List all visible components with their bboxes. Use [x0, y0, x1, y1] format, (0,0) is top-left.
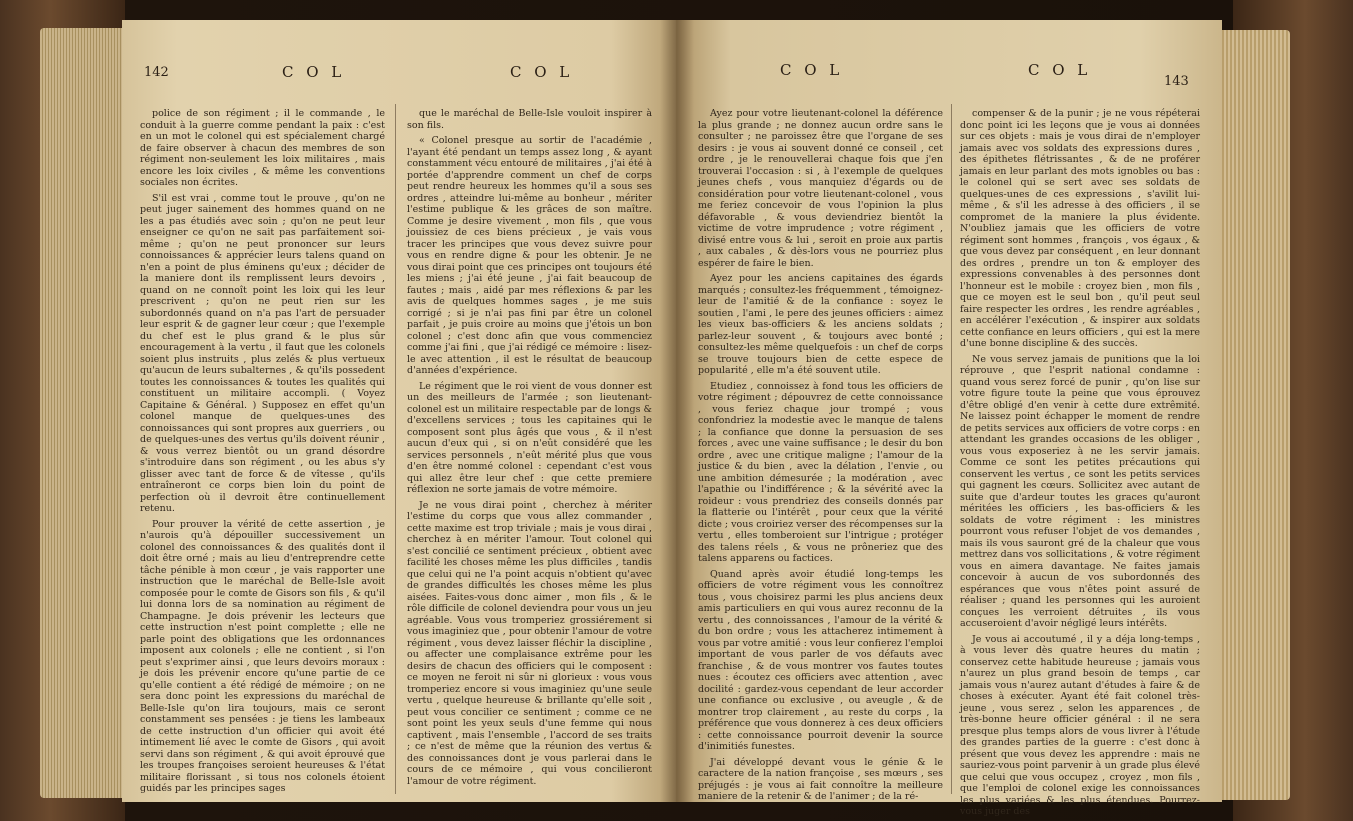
- paragraph: police de son régiment ; il le commande , le conduit à la guerre comme pendant la paix : c'est en un mot le colonel qui est spécialement chargé de faire observer à chacun des membres de son régiment non-seulement les loix militaires , mais encore les loix civiles , & même les conventions sociales non écrites.: [140, 108, 385, 188]
- paragraph: Ayez pour votre lieutenant-colonel la déférence la plus grande ; ne donnez aucun ordre sans le consulter ; ne paroissez être que l'organe de ses desirs : je vous ai souvent donné ce conseil , cet ordre , je le renouvellerai chaque fois que j'en trouverai l'occasion : si , à l'exemple de quelques jeunes chefs , vous manquiez d'égards ou de considération pour votre lieutenant-colonel , vous me feriez concevoir de vous l'opinion la plus défavorable , & vous deviendriez bientôt la victime de votre imprudence ; votre régiment , divisé entre vous & lui , seroit en proie aux partis , aux cabales , & dès-lors vous ne pourriez plus espérer de faire le bien.: [698, 108, 943, 269]
- paragraph: S'il est vrai , comme tout le prouve , qu'on ne peut juger sainement des hommes quand on ne les a pas étudiés avec soin ; qu'on ne peut leur enseigner ce qu'on ne sait pas parfaitement soi-même ; qu'on ne peut prononcer sur leurs connoissances & apprécier leurs talens quand on n'en a point de plus éminens qu'eux ; décider de la maniere dont ils remplissent leurs devoirs , quand on ne connoît point les loix qui les leur prescrivent ; qu'on ne peut rien sur les subordonnés quand on n'a pas l'art de persuader leur esprit & de gagner leur cœur ; que l'exemple du chef est le plus grand & le plus sûr encouragement à la vertu , il faut que les colonels soient plus instruits , plus zelés & plus vertueux qu'aucun de leurs subalternes , & qu'ils possedent toutes les connoissances & toutes les qualités qui constituent un militaire accompli. ( Voyez Capitaine & Général. ) Supposez en effet qu'un colonel manque de quelques-unes des connoissances qui sont propres aux guerriers , ou de quelques-unes des vertus qu'ils doivent réunir , & vous verrez bientôt ou un grand désordre s'introduire dans son régiment , ou les abus s'y glisser avec tant de force & de vîtesse , qu'ils entraîneront ce corps bien loin du point de perfection où il devroit être continuellement retenu.: [140, 192, 385, 514]
- page-edges-left: [40, 28, 130, 798]
- page-edges-right: [1210, 30, 1290, 800]
- paragraph: J'ai développé devant vous le génie & le caractere de la nation françoise , ses mœurs , ses préjugés : je vous ai fait connoître la meilleure maniere de la retenir & de l'animer ; de la ré-: [698, 756, 943, 802]
- running-head: C O L: [780, 61, 844, 79]
- text-column-2: [407, 108, 652, 798]
- right-page: [676, 20, 1222, 817]
- paragraph: Quand après avoir étudié long-temps les officiers de votre régiment vous les connoîtrez tous , vous choisirez parmi les plus anciens deux amis particuliers en qui vous aurez reconnu de la vertu , des connoissances , l'amour de la vérité & du bon ordre ; vous les attacherez intimement à vous par votre amitié : vous leur confierez l'emploi important de vous parler de vos défauts avec franchise , & de vous montrer vos fautes toutes nues : écoutez ces officiers avec attention , avec docilité : gardez-vous cependant de leur accorder une confiance ou exclusive , ou aveugle , & de montrer trop clairement , au reste du corps , la préférence que vous donnerez à ces deux officiers : cette connoissance pourroit devenir la source d'inimitiés funestes.: [698, 568, 943, 752]
- paragraph: « Colonel presque au sortir de l'académie , l'ayant été pendant un temps assez long , & ayant constamment vécu entouré de militaires , j'ai été à portée d'apprendre comment un chef de corps peut rendre heureux les hommes qu'il a sous ses ordres , atteindre lui-même au bonheur , mériter l'estime publique & les grâces de son maître. Comme je desire vivement , mon fils , que vous jouissiez de ces biens précieux , je vais vous tracer les principes que vous devez suivre pour vous en rendre digne & pour les obtenir. Je ne vous dirai point que ces principes ont toujours été les miens ; j'ai été jeune , j'ai fait beaucoup de fautes ; mais , aidé par mes réflexions & par les avis de quelques hommes sages , je me suis corrigé ; si je n'ai pas fini par être un colonel parfait , je puis croire au moins que j'étois un bon colonel ; c'est donc afin que vous commenciez comme j'ai fini , que j'ai rédigé ce mémoire : lisez-le avec attention , il est le résultat de beaucoup d'années d'expérience.: [407, 135, 652, 376]
- page-number: 143: [1164, 74, 1189, 89]
- paragraph: que le maréchal de Belle-Isle vouloit inspirer à son fils.: [407, 108, 652, 131]
- paragraph: compenser & de la punir ; je ne vous répéterai donc point ici les leçons que je vous ai données sur ces objets : mais je vous dirai de n'employer jamais avec vos soldats des expressions dures , des épithetes flétrissantes , & de ne proférer jamais en leur parlant des mots ignobles ou bas : le colonel qui se sert avec ses soldats de quelques-unes de ces expressions , s'avilit lui-même , & s'il les adresse à des officiers , il se compromet de la maniere la plus évidente. N'oubliez jamais que les officiers de votre régiment sont hommes , françois , vos égaux , & que vous devez par conséquent , en leur donnant des ordres , prendre un ton & employer des expressions convenables à des personnes dont l'honneur est le mobile : croyez bien , mon fils , que ce moyen est le seul bon , qu'il peut seul faire respecter les ordres , les rendre agréables , en accélérer l'exécution , & inspirer aux soldats cette confiance en leurs officiers , qui est la mere d'une bonne discipline & des succès.: [960, 108, 1200, 349]
- column-rule: [951, 104, 952, 794]
- running-head-right: C O L: [510, 63, 574, 81]
- paragraph: Je ne vous dirai point , cherchez à mériter l'estime du corps que vous allez commander , cette maxime est trop triviale ; mais je vous dirai , cherchez à en mériter l'amour. Tout colonel qui s'est concilié ce sentiment précieux , obtient avec facilité les choses même les plus difficiles , tandis que celui qui ne l'a point acquis n'obtient qu'avec de grandes difficultés les choses même les plus aisées. Faites-vous donc aimer , mon fils , & le rôle difficile de colonel deviendra pour vous un jeu agréable. Vous vous tromperiez grossiérement si vous imaginiez que , pour obtenir l'amour de votre régiment , vous devez laisser fléchir la discipline , ou affecter une complaisance extrême pour les desirs de chacun des officiers qui le composent : ce moyen ne feroit ni sûr ni glorieux : vous vous tromperiez encore si vous imaginiez qu'une seule vertu , quelque heureuse & brillante qu'elle soit , peut vous concilier ce sentiment ; comme ce ne sont point les yeux seuls d'une femme qui nous captivent , mais l'ensemble , l'accord de ses traits ; ce n'est de même que la réunion des vertus & des connoissances dont je vous parlerai dans le cours de ce mémoire , qui vous concilieront l'amour de votre régiment.: [407, 499, 652, 787]
- paragraph: Le régiment que le roi vient de vous donner est un des meilleurs de l'armée ; son lieutenant-colonel est un militaire respectable par de longs & d'excellens services ; tous les capitaines qui le composent sont plus âgés que vous , & il n'est aucun d'eux qui , si on n'eût considéré que les services personnels , n'eût mérité plus que vous d'en être nommé colonel : cependant c'est vous qui allez être leur chef : que cette premiere réflexion ne sorte jamais de votre mémoire.: [407, 380, 652, 495]
- left-page: [122, 20, 678, 802]
- paragraph: Pour prouver la vérité de cette assertion , je n'aurois qu'à dépouiller successivement un colonel des connoissances & des qualités dont il doit être orné ; mais au lieu d'entreprendre cette tâche pénible à mon cœur , je vais rapporter une instruction que le maréchal de Belle-Isle avoit composée pour le comte de Gisors son fils , & qu'il lui donna lors de sa nomination au régiment de Champagne. Je dois prévenir les lecteurs que cette instruction n'est point complette ; elle ne parle point des obligations que les ordonnances imposent aux colonels ; elle ne contient , si l'on peut s'exprimer ainsi , que leurs devoirs moraux : je dois les prévenir encore qu'une partie de ce qu'elle contient a été rédigé de mémoire ; on ne sera donc point les expressions du maréchal de Belle-Isle qu'on lira toujours, mais ce seront constamment ses pensées : je tiens les lambeaux de cette instruction d'un officier qui avoit été intimement lié avec le comte de Gisors , qui avoit servi dans son régiment , & qui avoit éprouvé que les troupes françoises seroient heureuses & l'état militaire florissant , si tous nos colonels étoient guidés par les principes sages: [140, 518, 385, 794]
- text-column-1: [698, 108, 943, 802]
- running-head-right: C O L: [1028, 61, 1092, 79]
- paragraph: Ne vous servez jamais de punitions que la loi réprouve , que l'esprit national condamne : quand vous serez forcé de punir , qu'on lise sur votre figure toute la peine que vous éprouvez d'être obligé d'en venir à cette dure extrêmité. Ne laissez point échapper le moment de rendre de petits services aux officiers de votre corps : en attendant les grandes occasions de les obliger , vous vous exposeriez à ne les servir jamais. Comme ce sont les petites précautions qui conservent les vertus , ce sont les petits services qui gagnent les cœurs. Sollicitez avec autant de suite que d'ardeur toutes les graces qu'auront méritées les officiers , les bas-officiers & les soldats de votre régiment : les ministres pourront vous refuser l'objet de vos demandes , mais ils vous sauront gré de la chaleur que vous mettrez dans vos sollicitations , & votre régiment vous en aimera davantage. Ne faites jamais concevoir à aucun de vos subordonnés des espérances que vous n'êtes point assuré de réaliser ; quand les personnes qui les auroient conçues les verroient détruites , ils vous accuseroient d'avoir négligé leurs intérêts.: [960, 353, 1200, 629]
- text-column-1: [140, 108, 385, 798]
- paragraph: Je vous ai accoutumé , il y a déja long-temps , à vous lever dès quatre heures du matin ; conservez cette habitude heureuse ; jamais vous n'aurez un plus grand besoin de temps , car jamais vous n'aurez autant d'études à faire & de choses à exécuter. Ayant été fait colonel très-jeune , vous serez , selon les apparences , de très-bonne heure officier général : il ne sera presque plus temps alors de vous livrer à l'étude des grandes parties de la guerre : c'est donc à présent que vous devez les apprendre : mais ne sauriez-vous point parvenir à un grade plus élevé que celui que vous occupez , croyez , mon fils , que l'emploi de colonel exige les connoissances les plus variées & les plus étendues. Pourrez-vous juger des: [960, 633, 1200, 817]
- paragraph: Etudiez , connoissez à fond tous les officiers de votre régiment ; dépouvrez de cette connoissance , vous feriez chaque jour trompé ; vous confondriez la modestie avec le manque de talens ; la confiance que donne la persuasion de ses forces , avec une vaine suffisance ; le desir du bon ordre , avec une critique maligne ; l'amour de la justice & du bien , avec la délation , l'envie , ou une ambition démesurée ; la modération , avec l'apathie ou l'indifférence ; & la sévérité avec la roideur : vous prendriez des conseils donnés par la flatterie ou l'intérêt , pour ceux que la vérité dicte ; vous croiriez verser des récompenses sur la vertu , elles tomberoient sur l'intrigue ; protéger des talens réels , & vous ne prôneriez que des talens apparens ou factices.: [698, 380, 943, 564]
- running-head: C O L: [282, 63, 346, 81]
- column-rule: [395, 104, 396, 794]
- text-column-2: [960, 108, 1200, 817]
- paragraph: Ayez pour les anciens capitaines des égards marqués ; consultez-les fréquemment , témoignez-leur de l'amitié & de la confiance : soyez le soutien , l'ami , le pere des jeunes officiers : aimez les vieux bas-officiers & les anciens soldats ; parlez-leur souvent , & toujours avec bonté ; consultez-les même quelquefois : un chef de corps se trouve toujours bien de cette espece de popularité , elle m'a été souvent utile.: [698, 273, 943, 376]
- book-gutter: [660, 20, 694, 802]
- page-number: 142: [144, 65, 169, 80]
